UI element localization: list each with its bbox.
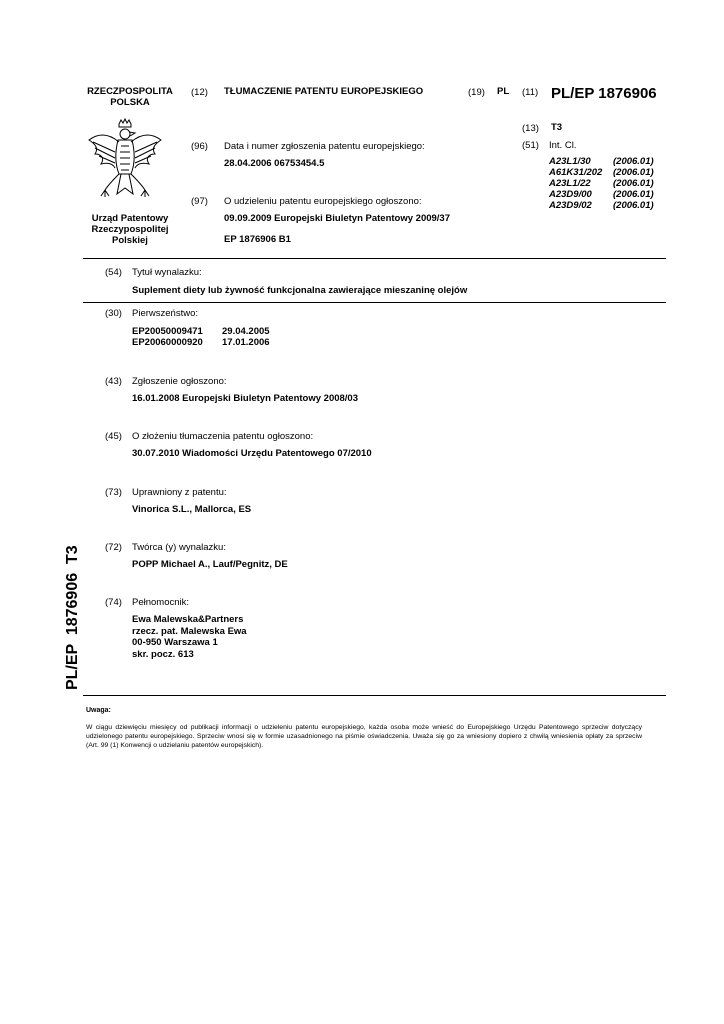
country-line-1: RZECZPOSPOLITA: [87, 86, 173, 97]
country-code: PL: [497, 86, 510, 97]
ipc-version: (2006.01): [613, 167, 654, 178]
app-pub-label: Zgłoszenie ogłoszono:: [132, 376, 227, 387]
translation-label: O złożeniu tłumaczenia patentu ogłoszono:: [132, 431, 314, 442]
ipc-class: A23D9/02: [549, 200, 592, 211]
app-pub-value: 16.01.2008 Europejski Biuletyn Patentowy 2008/03: [132, 393, 359, 404]
office-line-1: Urząd Patentowy: [91, 213, 169, 224]
agent-line: skr. pocz. 613: [132, 648, 194, 660]
agent-line: 00-950 Warszawa 1: [132, 637, 218, 648]
code-51: (51): [522, 140, 539, 151]
grant-value: 09.09.2009 Europejski Biuletyn Patentowy 2009/37: [224, 213, 451, 224]
code-19: (19): [468, 87, 485, 98]
priority-number: EP20060000920: [132, 337, 203, 348]
code-73: (73): [105, 487, 122, 498]
divider-bottom: [83, 695, 666, 696]
country-line-2: POLSKA: [110, 97, 150, 108]
code-96: (96): [191, 141, 208, 152]
ipc-class: A23L1/30: [549, 156, 591, 167]
code-11: (11): [522, 87, 539, 98]
agent-line: Ewa Malewska&Partners: [132, 614, 244, 625]
office-name: [80, 213, 180, 246]
eagle-emblem: [85, 118, 165, 204]
agent-label: Pełnomocnik:: [132, 597, 190, 608]
note-text: W ciągu dziewięciu miesięcy od publikacji informacji o udzieleniu patentu europejskiego, każda osoba może wnieść do Europejskiego Urzędu Patentowego sprzeciw dotyczący udzielonego patentu europejskiego. Sprzeciw wnosi się w formie uzasadnionego na piśmie oświadczenia. Uważa się go za wniesiony dopiero z chwilą wniesienia opłaty za sprzeciw (Art. 99 (1) Konwencji o udzielaniu patentów europejskich).: [86, 724, 642, 749]
priority-label: Pierwszeństwo:: [132, 308, 198, 319]
side-document-number: PL/EP 1876906 T3: [64, 545, 81, 690]
divider-top: [83, 258, 666, 259]
ipc-version: (2006.01): [613, 189, 654, 200]
code-54: (54): [105, 267, 122, 278]
document-type: TŁUMACZENIE PATENTU EUROPEJSKIEGO: [224, 86, 424, 97]
divider-title: [83, 302, 666, 303]
code-74: (74): [105, 597, 122, 608]
ipc-class: A23D9/00: [549, 189, 592, 200]
document-number: PL/EP 1876906: [551, 85, 657, 102]
kind-code: T3: [551, 122, 563, 133]
code-72: (72): [105, 542, 122, 553]
ipc-version: (2006.01): [613, 156, 654, 167]
agent-block: [132, 614, 247, 660]
holder-label: Uprawniony z patentu:: [132, 487, 227, 498]
title-label: Tytuł wynalazku:: [132, 267, 202, 278]
code-43: (43): [105, 376, 122, 387]
priority-date: 17.01.2006: [222, 337, 270, 348]
priority-number: EP20050009471: [132, 326, 203, 337]
ipc-version: (2006.01): [613, 178, 654, 189]
office-line-2: Rzeczypospolitej: [91, 224, 169, 235]
ipc-class: A61K31/202: [549, 167, 603, 178]
inventor-value: POPP Michael A., Lauf/Pegnitz, DE: [132, 559, 288, 570]
invention-title: Suplement diety lub żywność funkcjonalna zawierające mieszaninę olejów: [132, 285, 468, 296]
code-30: (30): [105, 308, 122, 319]
priority-date: 29.04.2005: [222, 326, 270, 337]
translation-value: 30.07.2010 Wiadomości Urzędu Patentowego 07/2010: [132, 448, 372, 459]
ipc-class: A23L1/22: [549, 178, 591, 189]
code-12: (12): [191, 87, 208, 98]
int-cl-label: Int. Cl.: [549, 140, 577, 151]
ipc-version: (2006.01): [613, 200, 654, 211]
country-name: [80, 86, 180, 108]
ep-number: EP 1876906 B1: [224, 234, 291, 245]
filing-label: Data i numer zgłoszenia patentu europejskiego:: [224, 141, 425, 152]
filing-value: 28.04.2006 06753454.5: [224, 158, 325, 169]
code-13: (13): [522, 123, 539, 134]
code-45: (45): [105, 431, 122, 442]
note-title: Uwaga:: [86, 707, 111, 714]
agent-line: rzecz. pat. Malewska Ewa: [132, 625, 247, 637]
grant-label: O udzieleniu patentu europejskiego ogłoszono:: [224, 196, 422, 207]
holder-value: Vinorica S.L., Mallorca, ES: [132, 504, 252, 515]
code-97: (97): [191, 196, 208, 207]
inventor-label: Twórca (y) wynalazku:: [132, 542, 226, 553]
office-line-3: Polskiej: [112, 235, 148, 246]
